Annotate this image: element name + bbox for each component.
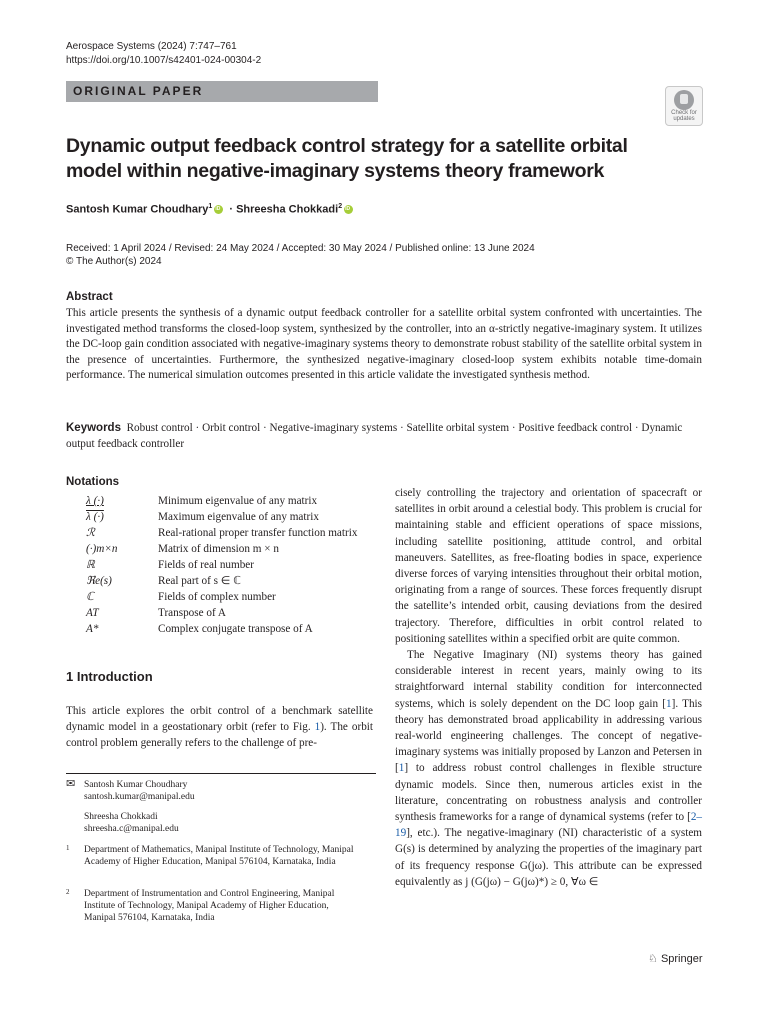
notation-row <box>86 621 313 637</box>
notation-row <box>86 493 317 509</box>
notation-definition: Matrix of dimension m × n <box>158 543 279 555</box>
notation-row <box>86 525 357 541</box>
citation-link[interactable]: 2–19 <box>395 811 702 840</box>
publisher-footer <box>648 952 703 965</box>
notation-symbol: ℛ <box>86 527 95 539</box>
notation-definition: Minimum eigenvalue of any matrix <box>158 495 318 507</box>
check-updates-line2: updates <box>673 116 695 122</box>
notation-definition: Real part of s ∈ ℂ <box>158 575 242 587</box>
affiliation-marker: 2 <box>338 203 343 210</box>
notation-row <box>86 541 279 557</box>
journal-info <box>66 40 261 68</box>
notation-definition: Transpose of A <box>158 607 226 619</box>
check-updates-line1: Check for <box>671 110 697 116</box>
paper-title: Dynamic output feedback control strategy for a satellite orbital model within negative-imaginary systems theory framework <box>66 135 628 182</box>
author-name[interactable]: Shreesha Chokkadi <box>236 203 339 216</box>
abstract-heading: Abstract <box>66 291 113 303</box>
intro-text: ]. This theory has demonstrated broad applicability in addressing various real-world engineering challenges. The concept of negative-imaginary systems was initially proposed by Lanzon and Petersen in [ <box>395 697 703 775</box>
intro-text: This article explores the orbit control of a benchmark satellite dynamic model in a geostationary orbit (refer to Fig. <box>66 705 373 733</box>
notation-symbol: ℝ <box>86 559 95 571</box>
correspondence-block <box>66 773 376 923</box>
notation-row <box>86 557 254 573</box>
notation-symbol: AT <box>86 607 99 619</box>
affiliation-number: 2 <box>66 888 70 896</box>
figure-link[interactable]: 1 <box>314 721 321 733</box>
notation-definition: Maximum eigenvalue of any matrix <box>158 511 319 523</box>
notation-row <box>86 589 276 605</box>
orcid-icon[interactable] <box>214 205 223 214</box>
intro-text: The Negative Imaginary (NI) systems theory has gained considerable interest in recent years, mainly owing to its straightforward internal stability condition for interconnected systems, which is solely dependent on the DC loop gain [ <box>395 649 702 710</box>
notation-definition: Fields of complex number <box>158 591 276 603</box>
intro-text: ). The orbit control problem generally refers to the challenge of pre- <box>66 721 374 749</box>
notation-symbol: λ (·) <box>86 495 104 507</box>
corr-email[interactable]: santosh.kumar@manipal.edu <box>84 792 195 802</box>
notation-symbol: ℂ <box>86 591 94 603</box>
doi-link[interactable]: https://doi.org/10.1007/s42401-024-00304-2 <box>66 55 262 66</box>
affiliation-text: Department of Instrumentation and Control Engineering, Manipal Institute of Technology, Manipal Academy of Higher Education, Manipal 576104, Karnataka, India <box>84 889 335 923</box>
intro-text: ], etc.). The negative-imaginary (NI) characteristic of a system G(s) is determined by analyzing the properties of the imaginary part of its frequency response G(jω). This attribute can be expressed equivalently as j (G(jω) − G(jω)*) ≥ 0, ∀ω ∈ <box>395 827 702 888</box>
notation-row <box>86 573 241 589</box>
abstract-text: This article presents the synthesis of a dynamic output feedback controller for a satellite orbital system confronted with uncertainties. The investigated method transforms the closed-loop system, synthesized by the controller, into an α-strictly negative-imaginary system. It utilizes the DC-loop gain condition associated with negative-imaginary systems theory to demonstrate robust stability of the satellite orbital system in the presence of uncertainties. Furthermore, the synthesized negative-imaginary closed-loop system exhibits notable time-domain performance. The numerical simulation outcomes presented in this article validate the investigated synthesis method. <box>66 307 702 382</box>
notation-symbol: (·)m×n <box>86 543 118 555</box>
dates-line: Received: 1 April 2024 / Revised: 24 May 2024 / Accepted: 30 May 2024 / Published online: 13 June 2024 <box>66 243 535 254</box>
affiliation-number: 1 <box>66 844 70 852</box>
author-list <box>66 203 356 216</box>
publication-history <box>66 242 535 268</box>
notation-definition: Complex conjugate transpose of A <box>158 623 313 635</box>
corr-email[interactable]: shreesha.c@manipal.edu <box>84 824 179 834</box>
intro-text: ] to address robust control challenges in flexible structure dynamic models. Since then, numerous articles exist in the literature, concentrating on robustness analysis and controller synthesis frameworks for a range of dynamical systems (refer to [ <box>395 762 702 824</box>
notation-symbol: ℜe(s) <box>86 575 112 587</box>
corr-name: Shreesha Chokkadi <box>84 812 158 822</box>
notation-row <box>86 509 319 525</box>
springer-logo-icon: ♘ <box>648 953 658 965</box>
journal-citation: Aerospace Systems (2024) 7:747–761 <box>66 41 237 52</box>
publisher-name: Springer <box>660 953 703 965</box>
article-type-label: ORIGINAL PAPER <box>73 84 204 98</box>
corr-name: Santosh Kumar Choudhary <box>84 780 188 790</box>
article-type-banner <box>66 81 378 102</box>
copyright-line: © The Author(s) 2024 <box>66 256 162 267</box>
intro-left-paragraph <box>66 703 373 751</box>
notation-row <box>86 605 226 621</box>
author-name[interactable]: Santosh Kumar Choudhary <box>66 203 209 216</box>
update-icon <box>674 90 694 110</box>
keywords-text: Robust control · Orbit control · Negative-imaginary systems · Satellite orbital system · Positive feedback control · Dynamic output feedback controller <box>66 422 683 450</box>
keywords-heading: Keywords <box>66 422 121 434</box>
notations-heading: Notations <box>66 476 120 488</box>
section-heading-introduction: 1 Introduction <box>66 669 153 684</box>
keywords <box>66 421 706 452</box>
affiliation-marker: 1 <box>208 203 213 210</box>
envelope-icon: ✉ <box>66 778 76 790</box>
orcid-icon[interactable] <box>344 205 353 214</box>
intro-right-column <box>395 485 702 890</box>
affiliation-text: Department of Mathematics, Manipal Institute of Technology, Manipal Academy of Higher Education, Manipal 576104, Karnataka, India <box>84 845 354 867</box>
check-for-updates-badge[interactable] <box>665 86 703 126</box>
notation-symbol: λ (·) <box>86 511 104 523</box>
citation-link[interactable]: 1 <box>398 762 405 775</box>
notation-symbol: A* <box>86 623 99 635</box>
intro-paragraph: cisely controlling the trajectory and orientation of spacecraft or satellites in orbit around a celestial body. This problem is crucial for maintaining stable and efficient operations of space missions, including satellite positioning, attitude control, and orbital maneuvers. Satellites, as free-floating bodies in space, experience diverse forces of varying intensities throughout their orbital motion, originating from a range of sources. These forces frequently disrupt the satellite’s intended orbit, causing deviations from the desired trajectory. Therefore, difficulties in orbit control related to positioning satellites within a specified orbit are quite common. <box>395 487 702 645</box>
author-separator: · <box>226 203 237 216</box>
notation-definition: Real-rational proper transfer function matrix <box>158 527 358 539</box>
notation-definition: Fields of real number <box>158 559 255 571</box>
intro-paragraph <box>395 647 702 890</box>
citation-link[interactable]: 1 <box>666 697 672 710</box>
